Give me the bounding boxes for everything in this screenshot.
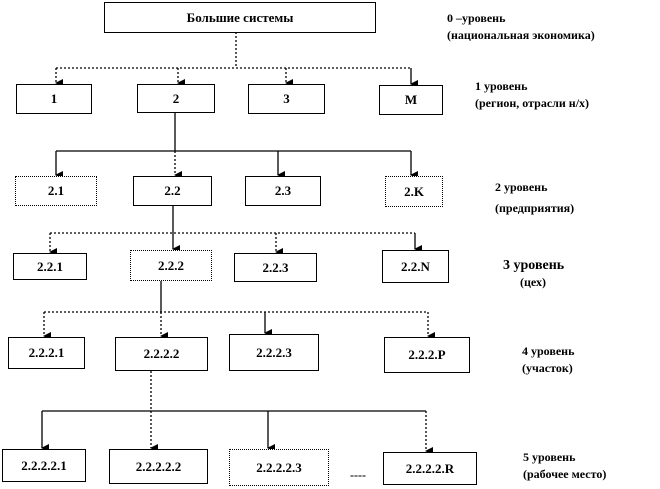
level-0-title: 0 –уровень <box>447 11 506 25</box>
level5-node-2-2-2-2-1: 2.2.2.2.1 <box>2 449 86 482</box>
level1-node-m: M <box>379 85 443 115</box>
level3-node-2-2-2: 2.2.2 <box>130 250 212 281</box>
level2-node-2-2: 2.2 <box>133 176 212 206</box>
level3-node-2-2-1: 2.2.1 <box>13 253 87 280</box>
level-3-desc: (цех) <box>520 275 546 289</box>
level5-node-2-2-2-2-2: 2.2.2.2.2 <box>109 449 208 484</box>
level-1-desc: (регион, отрасли н/х) <box>475 96 590 110</box>
level-1-title: 1 уровень <box>475 79 528 93</box>
level1-node-3: 3 <box>248 84 325 114</box>
level5-node-2-2-2-2-3: 2.2.2.2.3 <box>229 449 329 486</box>
level4-node-2-2-2-1: 2.2.2.1 <box>8 337 85 369</box>
root-node: Большие системы <box>104 2 376 33</box>
level-2-title: 2 уровень <box>495 180 548 194</box>
level-0-desc: (национальная экономика) <box>447 28 595 42</box>
level-0-label <box>447 10 595 44</box>
level-3-title: 3 уровень <box>503 258 565 273</box>
level4-node-2-2-2-2: 2.2.2.2 <box>115 337 208 371</box>
level4-node-2-2-2-p: 2.2.2.P <box>384 337 470 373</box>
level-1-label <box>475 78 589 112</box>
level3-node-2-2-3: 2.2.3 <box>234 253 317 282</box>
level-2-label <box>495 179 574 217</box>
level1-node-1: 1 <box>16 84 92 114</box>
level-4-label <box>522 343 574 377</box>
level1-node-2: 2 <box>137 84 215 113</box>
level-4-desc: (участок) <box>522 361 573 375</box>
level-2-desc: (предприятия) <box>495 201 575 215</box>
level-5-title: 5 уровень <box>523 450 576 464</box>
level2-node-2-3: 2.3 <box>245 176 321 206</box>
level-5-desc: (рабочее место) <box>523 467 607 481</box>
level-5-label <box>523 449 606 483</box>
level-4-title: 4 уровень <box>522 344 575 358</box>
level5-node-2-2-2-2-r: 2.2.2.2.R <box>383 452 477 485</box>
level2-node-2-k: 2.K <box>385 176 443 207</box>
ellipsis-dashes: ---- <box>350 468 366 482</box>
level3-node-2-2-n: 2.2.N <box>382 250 449 283</box>
level-3-label <box>503 257 564 291</box>
level4-node-2-2-2-3: 2.2.2.3 <box>229 334 319 371</box>
level2-node-2-1: 2.1 <box>15 176 97 206</box>
